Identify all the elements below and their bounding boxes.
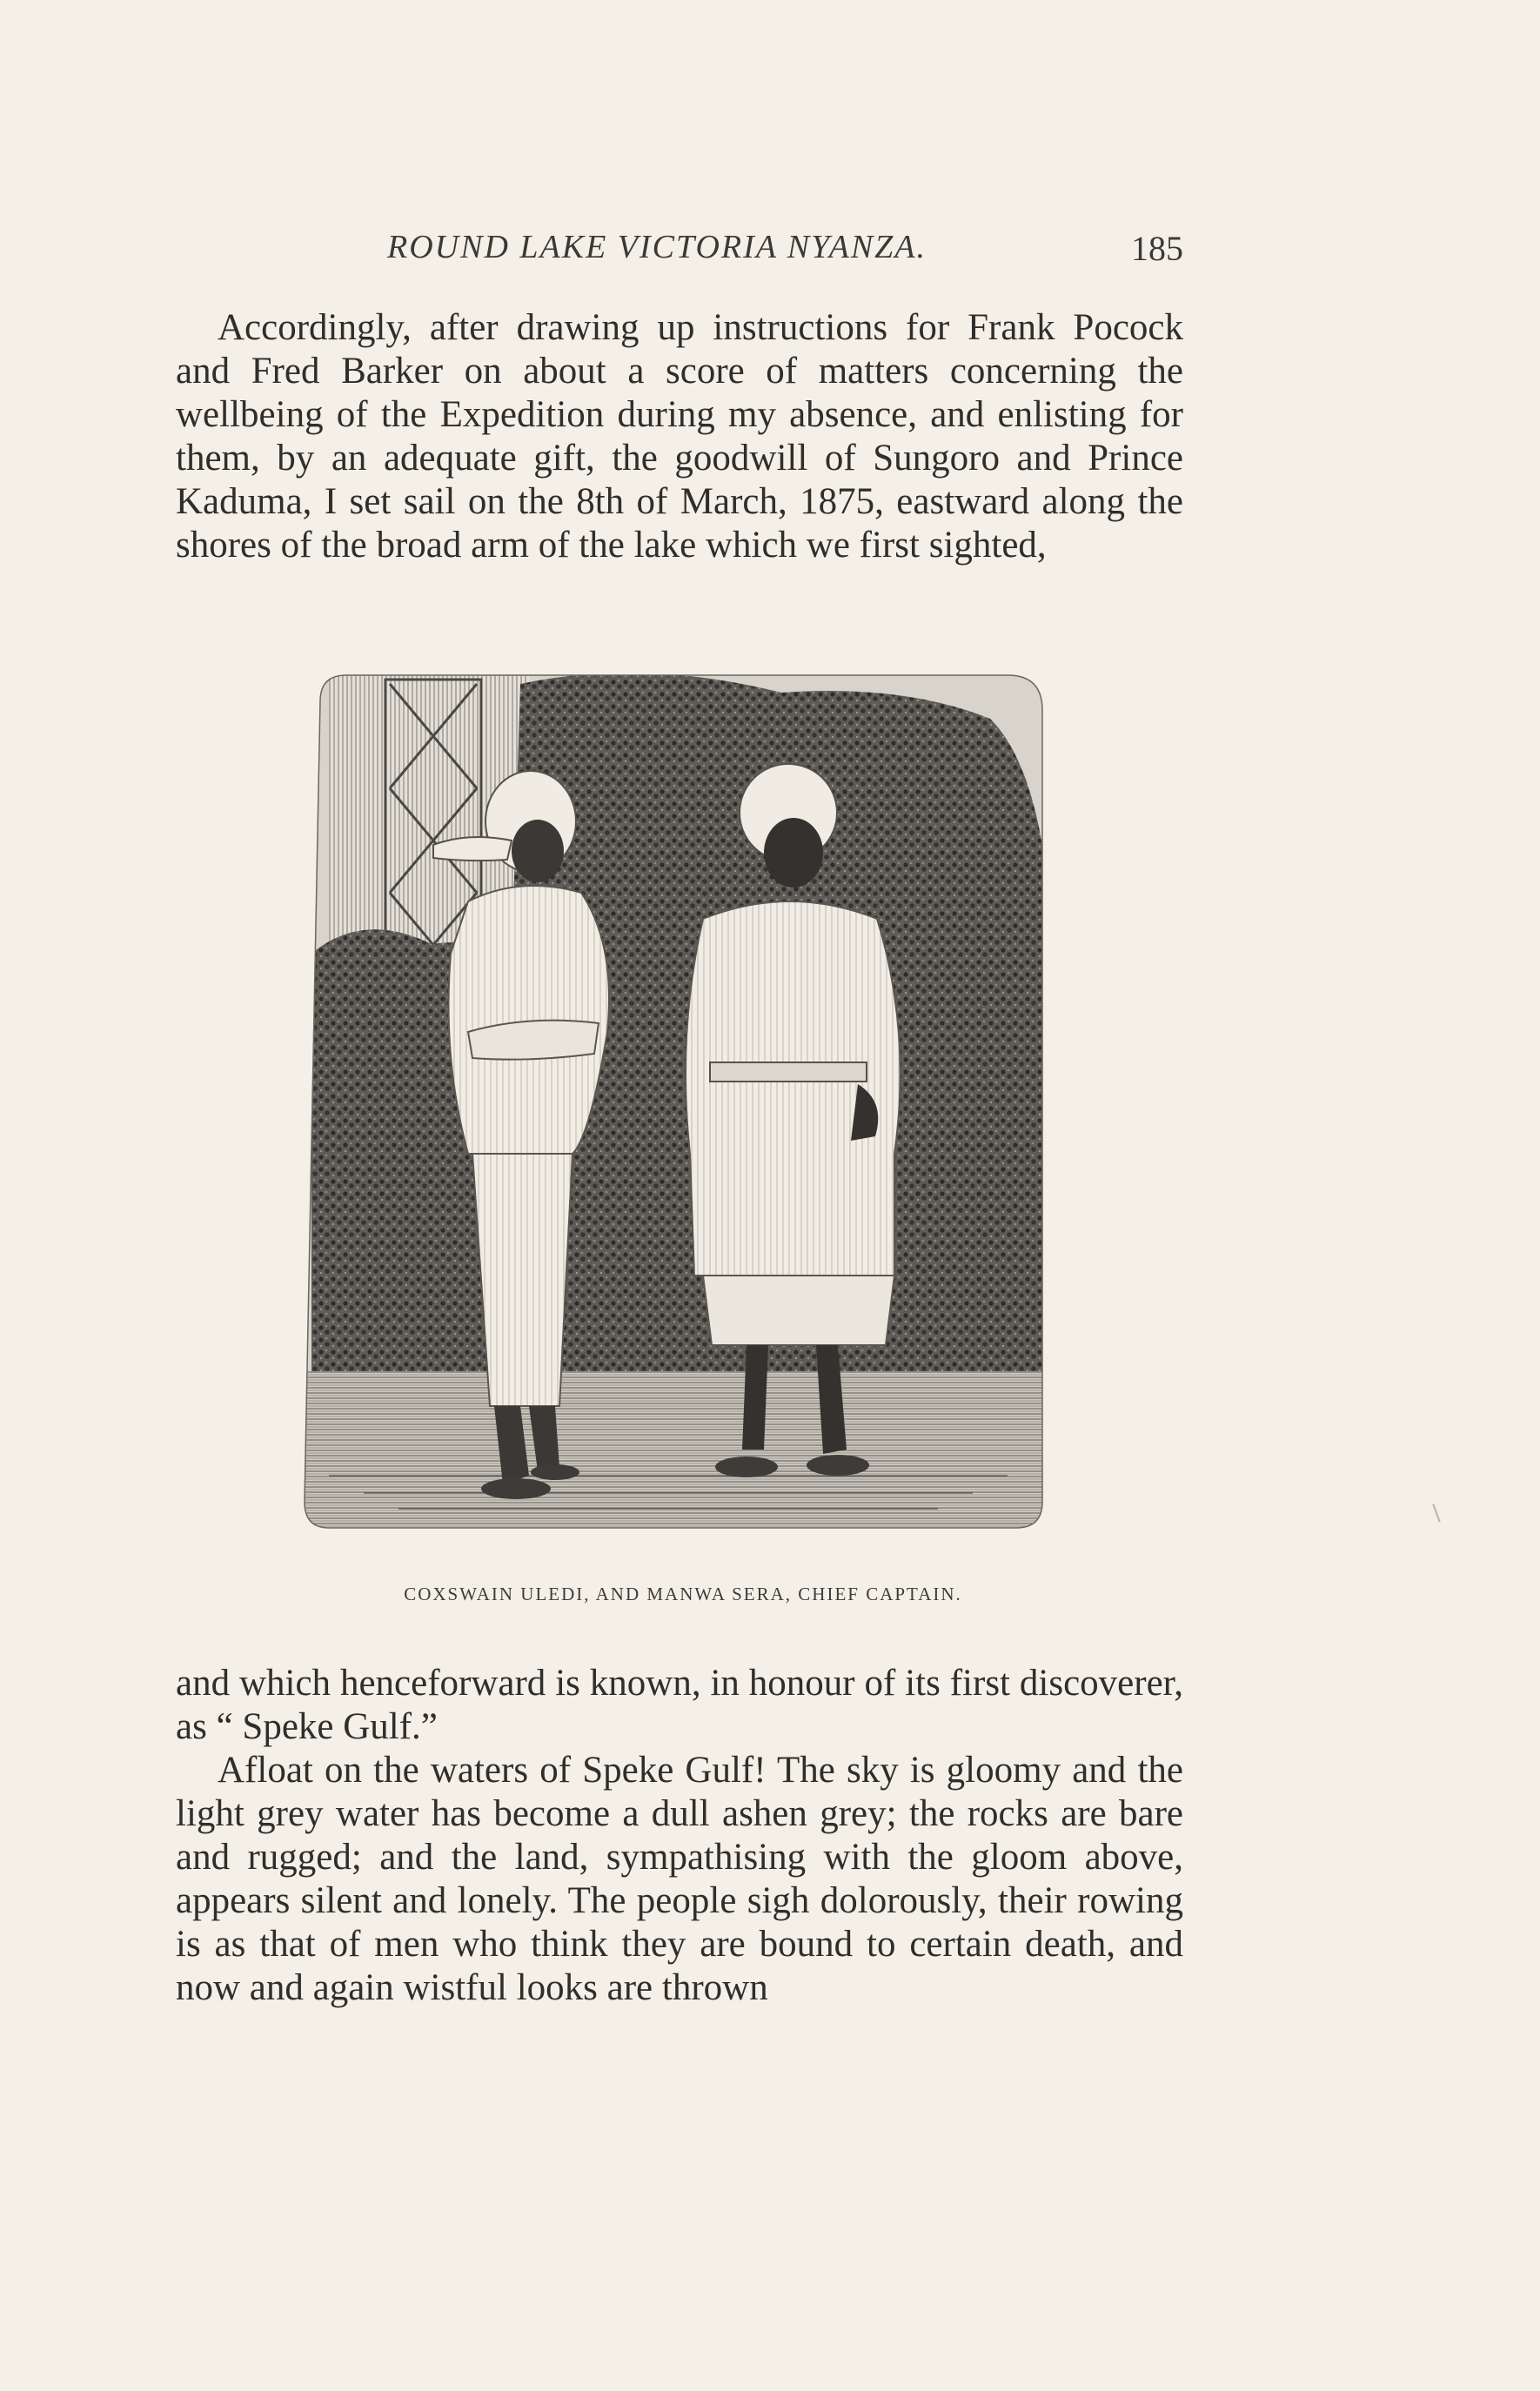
engraving-illustration xyxy=(294,666,1060,1537)
paragraph-3: Afloat on the waters of Speke Gulf! The sky is gloomy and the light grey water has become a dull ashen grey; the rocks are bare and rugged; and the land, sympathising with the gloom above, appears silent and lonely. The people sigh dolorously, their rowing is as that of men who think they are bound to certain death, and now and again wistful looks are thrown xyxy=(176,1750,1183,2008)
paragraph-2: and which henceforward is known, in honour of its first discoverer, as “ Speke Gulf.” xyxy=(176,1663,1183,1747)
figure-caption: COXSWAIN ULEDI, AND MANWA SERA, CHIEF CAPTAIN. xyxy=(404,1584,962,1604)
paper-speck xyxy=(1432,1504,1440,1522)
running-title: ROUND LAKE VICTORIA NYANZA. xyxy=(387,229,927,265)
running-head xyxy=(174,228,1183,280)
paragraph-1: Accordingly, after drawing up instructions for Frank Pocock and Fred Barker on about a score of matters concerning the wellbeing of the Expedition during my absence, and enlisting for them, by an adequate gift, the goodwill of Sungoro and Prince Kaduma, I set sail on the 8th of March, 1875, eastward along the shores of the broad arm of the lake which we first sighted, xyxy=(176,307,1183,566)
page-number: 185 xyxy=(1131,229,1183,268)
